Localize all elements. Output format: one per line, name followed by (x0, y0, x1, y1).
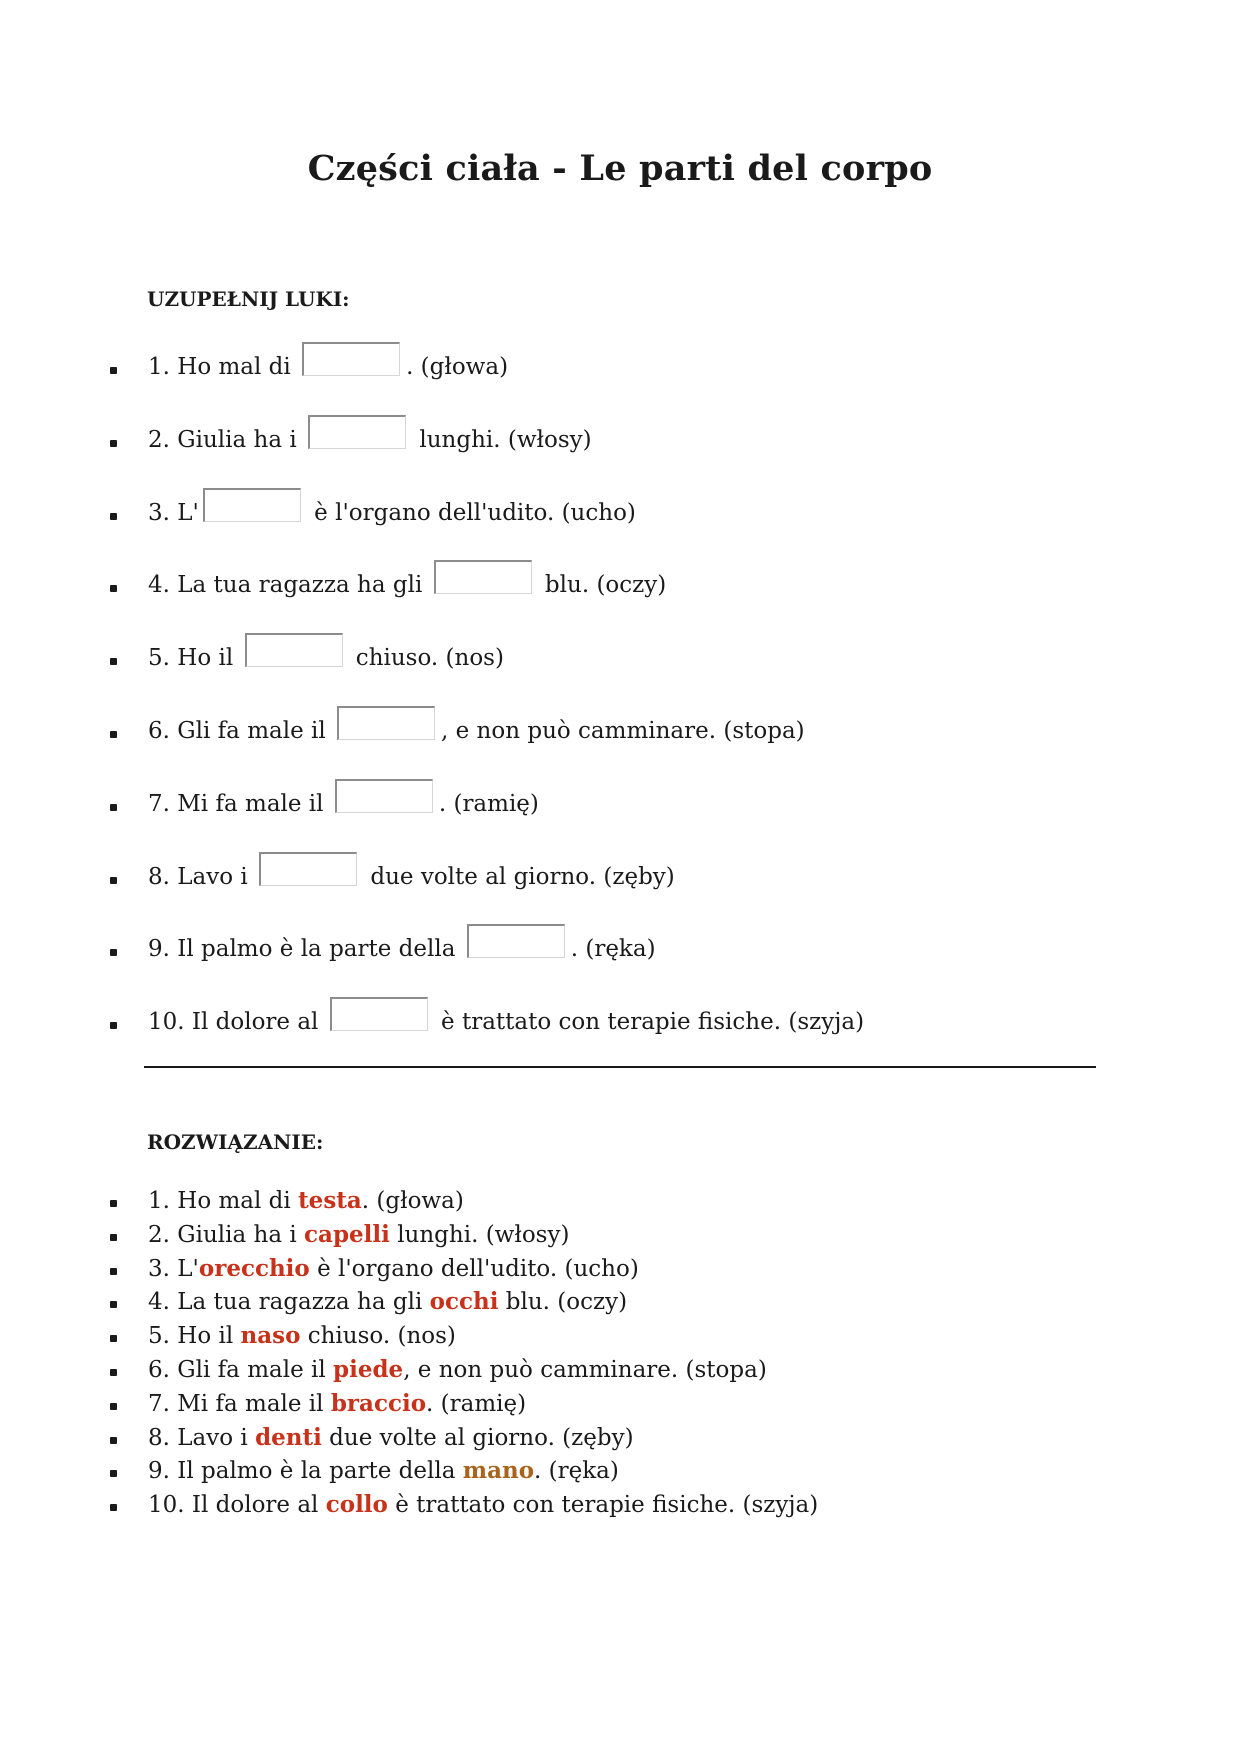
bullet-icon (110, 1403, 117, 1410)
exercise-sentence (148, 564, 666, 598)
bullet-icon (110, 1369, 117, 1376)
sentence-start: 5. Ho il (148, 645, 241, 672)
sentence-start: 4. La tua ragazza ha gli (148, 572, 430, 599)
answer-word: orecchio (198, 1254, 310, 1282)
answer-field[interactable] (467, 924, 565, 958)
sentence-start: 2. Giulia ha i (148, 426, 305, 453)
exercise-sentence (148, 492, 636, 526)
answer-word: naso (240, 1322, 301, 1350)
bullet-icon (110, 949, 117, 956)
sentence-start: 9. Il palmo è la parte della (148, 936, 463, 963)
sentence-end: chiuso. (nos) (300, 1323, 456, 1350)
answer-word: testa (298, 1187, 362, 1214)
sentence-end: lunghi. (włosy) (389, 1221, 570, 1248)
solution-sentence (148, 1389, 526, 1419)
bullet-icon (110, 1234, 117, 1241)
bullet-icon (110, 1200, 117, 1207)
sentence-start: 7. Mi fa male il (148, 1390, 331, 1417)
answer-field[interactable] (259, 852, 357, 886)
sentence-end: due volte al giorno. (zęby) (321, 1424, 634, 1451)
answer-field[interactable] (434, 560, 532, 594)
sentence-end: lunghi. (włosy) (412, 426, 592, 453)
sentence-start: 3. L' (148, 1255, 199, 1282)
sentence-end: . (głowa) (361, 1188, 464, 1214)
solution-sentence (148, 1490, 818, 1520)
bullet-icon (110, 440, 117, 447)
sentence-start: 2. Giulia ha i (148, 1221, 305, 1248)
bullet-icon (110, 1301, 117, 1308)
answer-field[interactable] (330, 997, 428, 1031)
sentence-start: 1. Ho mal di (148, 1188, 299, 1214)
answer-word: mano (462, 1457, 535, 1485)
solution-sentence (148, 1321, 456, 1351)
sentence-end: due volte al giorno. (zęby) (363, 863, 675, 890)
answer-field[interactable] (203, 488, 301, 522)
bullet-icon (110, 513, 117, 520)
bullet-icon (110, 1268, 117, 1275)
sentence-end: chiuso. (nos) (348, 645, 504, 672)
sentence-end: blu. (oczy) (537, 572, 667, 599)
exercise-sentence (148, 1001, 864, 1035)
exercise-sentence (148, 637, 504, 671)
sentence-start: 3. L' (148, 499, 199, 526)
sentence-end: . (ramię) (438, 790, 539, 817)
sentence-end: è l'organo dell'udito. (ucho) (306, 499, 636, 526)
answer-field[interactable] (337, 706, 435, 740)
answer-word: denti (255, 1423, 322, 1451)
exercise-sentence (148, 928, 656, 962)
exercise-sentence (148, 419, 592, 453)
answer-word: collo (325, 1491, 388, 1519)
answer-field[interactable] (308, 415, 406, 449)
sentence-start: 6. Gli fa male il (148, 1356, 334, 1383)
bullet-icon (110, 731, 117, 738)
bullet-icon (110, 1470, 117, 1477)
sentence-end: . (głowa) (406, 354, 509, 380)
sentence-start: 4. La tua ragazza ha gli (148, 1289, 430, 1316)
exercise-sentence (148, 856, 675, 890)
answer-word: capelli (304, 1220, 390, 1248)
sentence-end: , e non può camminare. (stopa) (403, 1356, 767, 1383)
solution-sentence (148, 1220, 569, 1250)
solution-sentence (148, 1456, 619, 1486)
sentence-start: 5. Ho il (148, 1323, 241, 1350)
bullet-icon (110, 1335, 117, 1342)
page-title: Części ciała - Le parti del corpo (307, 148, 933, 189)
sentence-end: , e non può camminare. (stopa) (441, 717, 805, 744)
exercise-sentence (148, 346, 508, 380)
exercise-sentence (148, 783, 539, 817)
answer-field[interactable] (335, 779, 433, 813)
sentence-start: 7. Mi fa male il (148, 790, 331, 817)
answer-word: occhi (429, 1288, 499, 1316)
sentence-end: è l'organo dell'udito. (ucho) (309, 1255, 639, 1282)
solution-sentence (148, 1423, 634, 1453)
answer-word: piede (333, 1355, 404, 1383)
solution-sentence (148, 1355, 767, 1385)
answer-field[interactable] (302, 342, 400, 376)
sentence-start: 1. Ho mal di (148, 354, 299, 380)
bullet-icon (110, 877, 117, 884)
answer-field[interactable] (245, 633, 343, 667)
bullet-icon (110, 1437, 117, 1444)
sentence-start: 10. Il dolore al (148, 1009, 326, 1036)
bullet-icon (110, 585, 117, 592)
sentence-end: . (ręka) (570, 936, 656, 963)
bullet-icon (110, 1022, 117, 1029)
bullet-icon (110, 804, 117, 811)
solution-sentence (148, 1186, 464, 1216)
bullet-icon (110, 367, 117, 374)
solution-sentence (148, 1254, 639, 1284)
section-divider (144, 1066, 1096, 1068)
sentence-start: 6. Gli fa male il (148, 717, 334, 744)
sentence-end: è trattato con terapie fisiche. (szyja) (387, 1492, 819, 1519)
sentence-end: . (ramię) (426, 1390, 527, 1417)
exercise-sentence (148, 710, 805, 744)
sentence-end: blu. (oczy) (498, 1289, 628, 1316)
solution-sentence (148, 1287, 627, 1317)
sentence-start: 9. Il palmo è la parte della (148, 1458, 463, 1485)
bullet-icon (110, 658, 117, 665)
sentence-start: 8. Lavo i (148, 1424, 256, 1451)
sentence-end: . (ręka) (534, 1458, 619, 1485)
sentence-start: 8. Lavo i (148, 863, 256, 890)
answer-word: braccio (330, 1389, 427, 1417)
sentence-end: è trattato con terapie fisiche. (szyja) (433, 1009, 865, 1036)
sentence-start: 10. Il dolore al (148, 1492, 326, 1519)
exercise-heading: UZUPEŁNIJ LUKI: (147, 287, 350, 311)
solution-heading: ROZWIĄZANIE: (147, 1130, 324, 1154)
bullet-icon (110, 1504, 117, 1511)
